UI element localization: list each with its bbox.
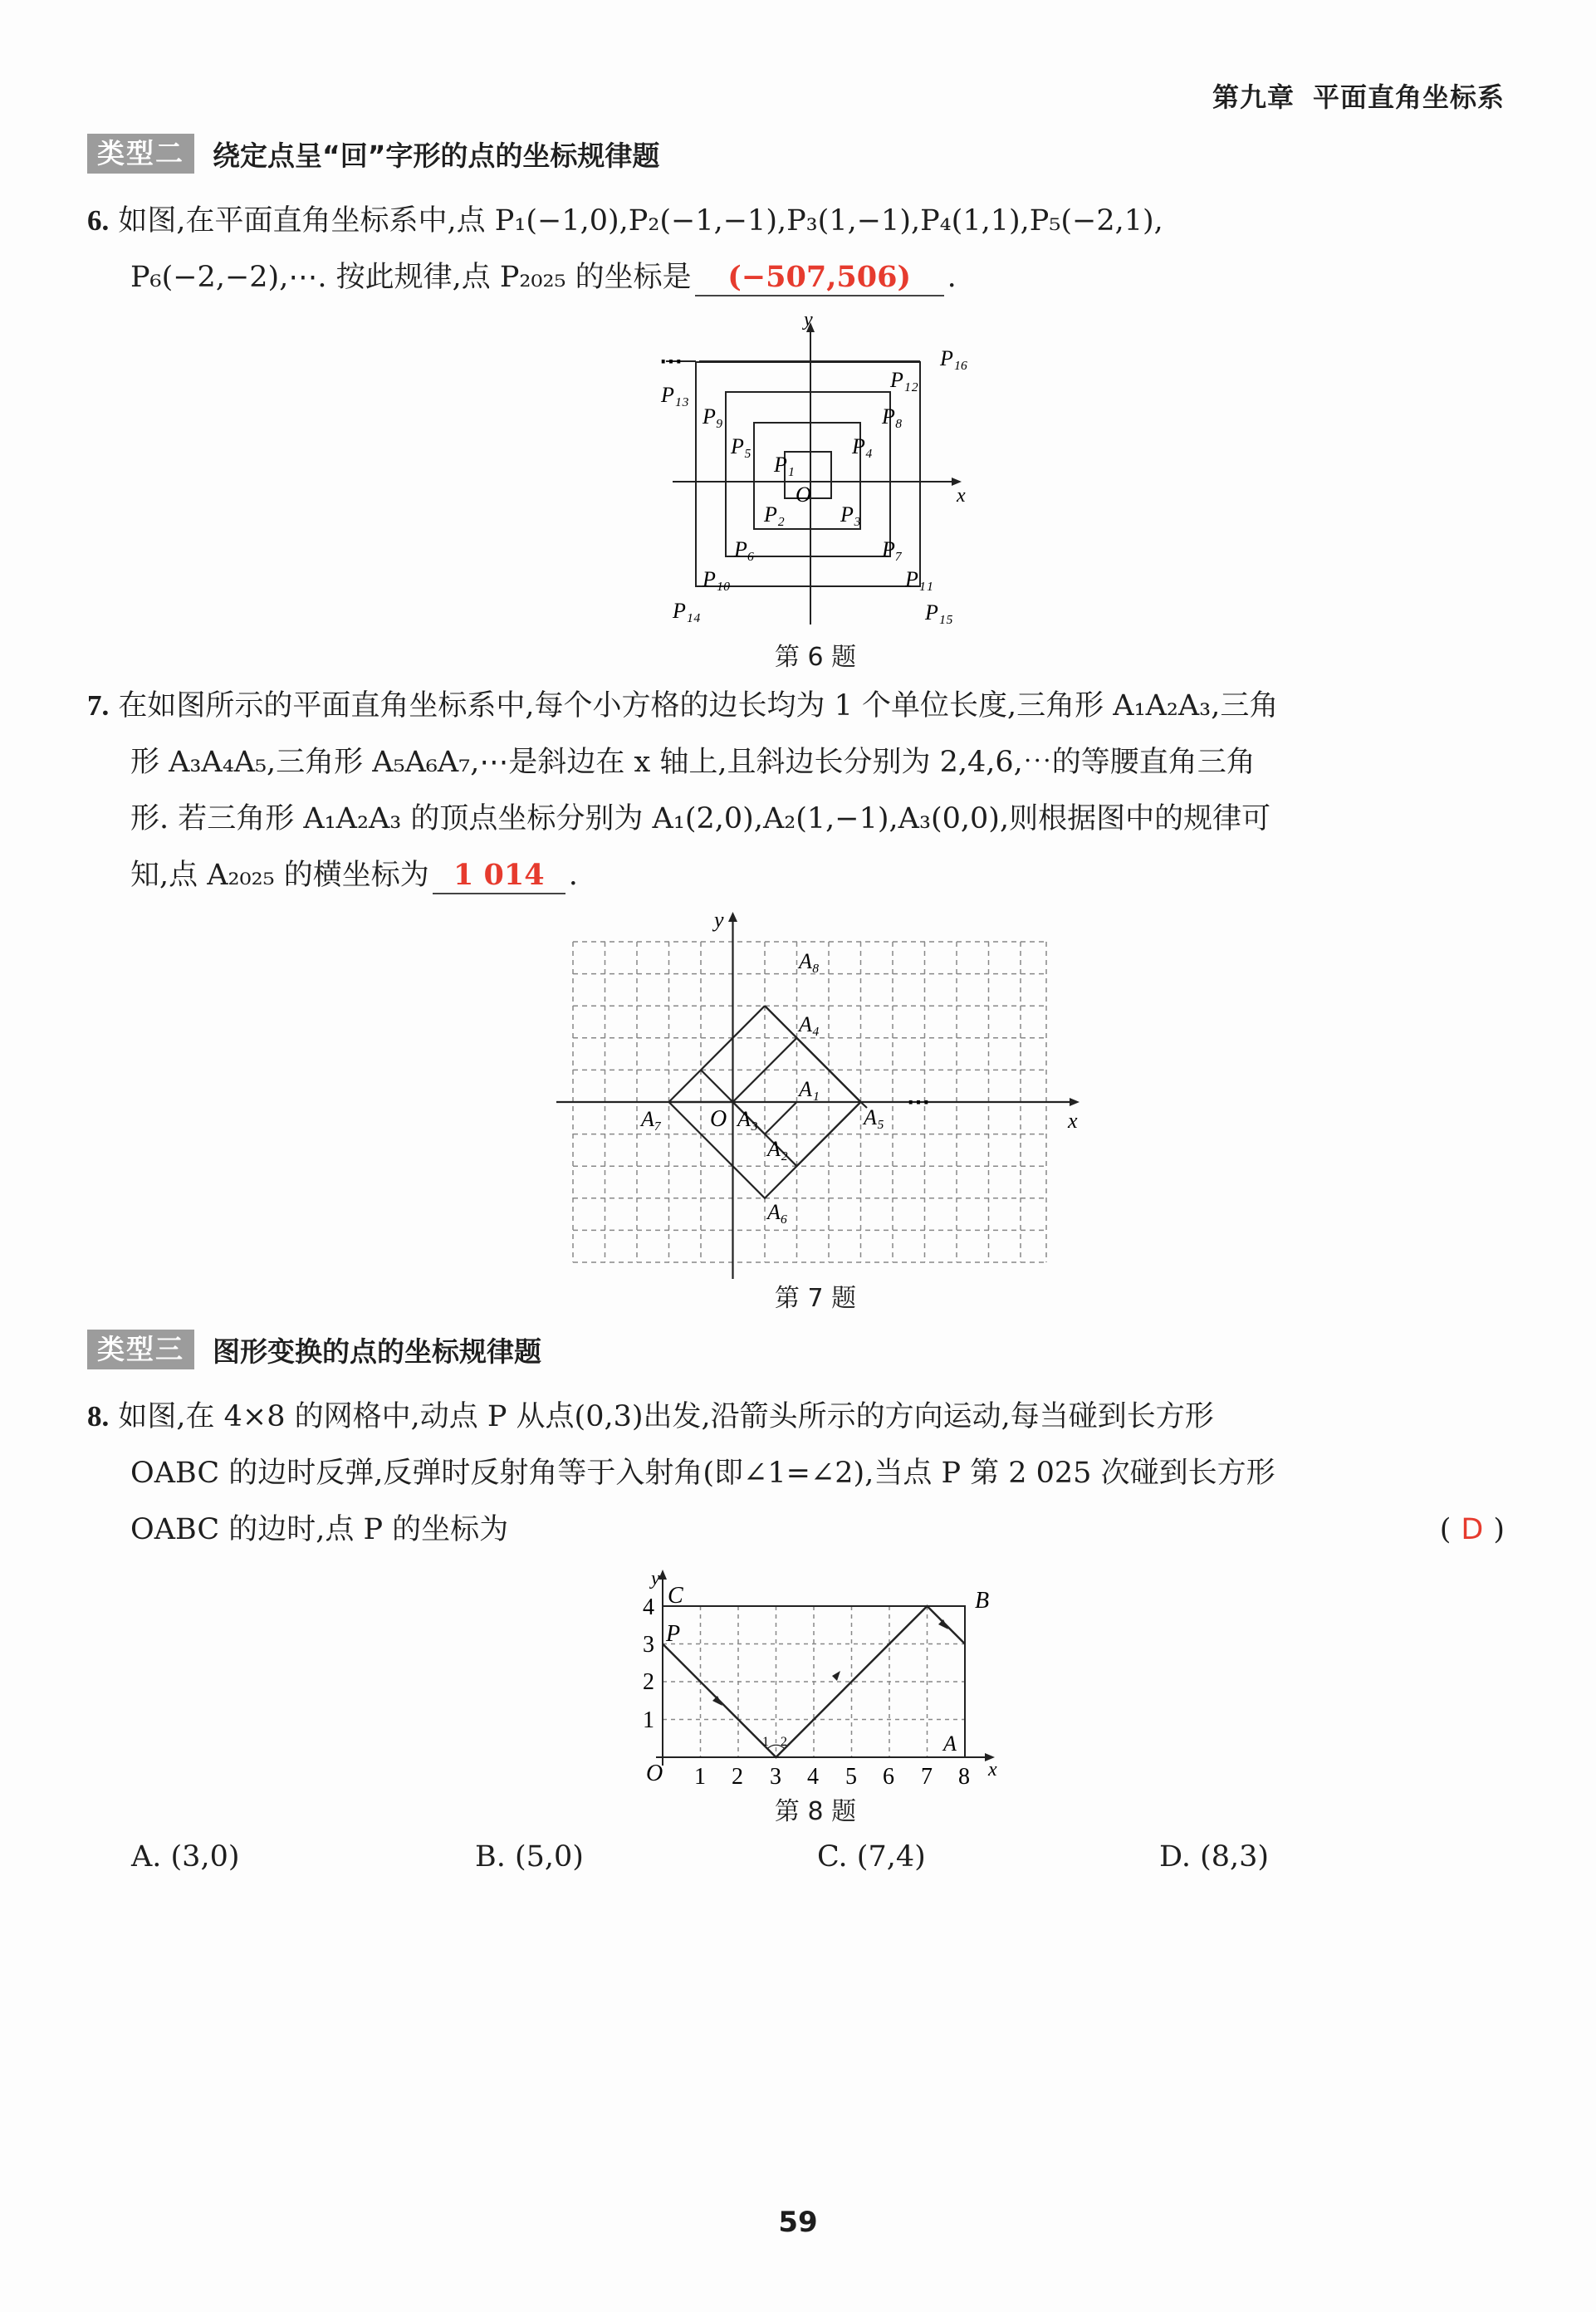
y-label: y (714, 908, 724, 932)
label-p11: P₁₁ (905, 567, 933, 591)
choice-bracket (1440, 1501, 1505, 1558)
ellipsis: ⋯ (659, 349, 683, 375)
option-d[interactable]: D. (8,3) (1159, 1840, 1270, 1874)
label-p13: P₁₃ (661, 383, 689, 407)
label-p1: P₁ (774, 453, 795, 477)
label-p8: P₈ (882, 404, 903, 429)
option-c[interactable]: C. (7,4) (817, 1840, 926, 1874)
section-title: 绕定点呈“回”字形的点的坐标规律题 (213, 139, 660, 172)
label-p6: P₆ (734, 537, 755, 561)
x-tick: 2 (732, 1764, 743, 1790)
y-label: y (651, 1568, 660, 1590)
label-p15: P₁₅ (925, 600, 953, 625)
path-arrow (712, 1696, 722, 1706)
label-p10: P₁₀ (703, 567, 731, 591)
label-a6: A₆ (767, 1200, 788, 1224)
label-b: B (975, 1588, 990, 1614)
y-tick: 4 (643, 1594, 654, 1620)
bracket-close: ) (1493, 1513, 1505, 1546)
label-p: P (666, 1621, 681, 1647)
question-text: 知,点 A₂₀₂₅ 的横坐标为 (130, 859, 429, 892)
question-7 (87, 678, 1506, 904)
page-number: 59 (778, 2206, 818, 2239)
section-title: 图形变换的点的坐标规律题 (213, 1335, 541, 1368)
label-a1: A₁ (799, 1077, 820, 1101)
figure-caption-8: 第 8 题 (774, 1797, 857, 1826)
figure-6 (648, 309, 980, 641)
origin-label: O (796, 482, 811, 507)
bracket-open: ( (1439, 1513, 1452, 1546)
question-text: OABC 的边时反弹,反弹时反射角等于入射角(即∠1=∠2),当点 P 第 2 025 次碰到长方形 (130, 1457, 1275, 1490)
chapter-title: 平面直角坐标系 (1312, 81, 1505, 113)
label-a2: A₂ (767, 1137, 788, 1161)
square-3 (726, 392, 890, 556)
y-tick: 1 (643, 1707, 654, 1733)
angle-label-2: 2 (781, 1735, 787, 1749)
option-a[interactable]: A. (3,0) (131, 1840, 240, 1874)
label-a5: A₅ (864, 1105, 884, 1129)
x-label: x (988, 1759, 997, 1781)
path-arrow (938, 1619, 948, 1629)
section-heading-2 (87, 135, 659, 173)
question-number: 6. (87, 204, 110, 237)
x-tick: 5 (845, 1764, 857, 1790)
x-tick: 6 (883, 1764, 894, 1790)
answer-blank: 1 014 (433, 858, 565, 894)
origin-label: O (710, 1106, 727, 1132)
question-text: . (568, 859, 578, 892)
figure-7 (548, 904, 1096, 1279)
question-text: 如图,在平面直角坐标系中,点 P₁(−1,0),P₂(−1,−1),P₃(1,−1),P₄(1,1),P₅(−2,1), (118, 204, 1163, 238)
label-a: A (943, 1732, 957, 1756)
label-p3: P₃ (840, 502, 861, 527)
chapter-header (1212, 76, 1505, 115)
figure-caption-7: 第 7 题 (774, 1284, 857, 1313)
x-label: x (1068, 1109, 1078, 1133)
question-text: OABC 的边时,点 P 的坐标为 (130, 1513, 509, 1546)
label-p4: P₄ (852, 434, 873, 458)
label-c: C (668, 1583, 683, 1609)
choice-answer: D (1461, 1513, 1484, 1546)
ellipsis: ⋯ (907, 1090, 930, 1115)
x-tick: 7 (921, 1764, 933, 1790)
label-p14: P₁₄ (673, 599, 701, 623)
path-arrow (832, 1671, 840, 1681)
section-tag: 类型二 (87, 134, 194, 174)
question-number: 8. (87, 1400, 110, 1433)
question-text: 如图,在 4×8 的网格中,动点 P 从点(0,3)出发,沿箭头所示的方向运动,每当碰到长方形 (118, 1400, 1214, 1433)
question-text: 在如图所示的平面直角坐标系中,每个小方格的边长均为 1 个单位长度,三角形 A₁A₂A₃,三角 (118, 689, 1279, 722)
figure-8 (623, 1558, 1013, 1799)
angle-label-1: 1 (762, 1735, 769, 1749)
question-text: 形. 若三角形 A₁A₂A₃ 的顶点坐标分别为 A₁(2,0),A₂(1,−1),A₃(0,0),则根据图中的规律可 (130, 802, 1271, 835)
x-tick: 1 (694, 1764, 706, 1790)
y-label: y (804, 309, 813, 331)
path-3 (669, 1006, 766, 1102)
label-p12: P₁₂ (890, 368, 918, 392)
chapter-number: 第九章 (1212, 81, 1295, 113)
question-text: 形 A₃A₄A₅,三角形 A₅A₆A₇,⋯是斜边在 x 轴上,且斜边长分别为 2,4,6,⋯的等腰直角三角 (130, 746, 1256, 779)
label-p16: P₁₆ (940, 346, 968, 370)
label-a8: A₈ (799, 949, 820, 973)
section-heading-3 (87, 1330, 541, 1369)
question-6 (87, 193, 1506, 306)
y-tick: 3 (643, 1632, 654, 1658)
label-p5: P₅ (731, 434, 751, 458)
label-a7: A₇ (641, 1107, 662, 1131)
x-tick: 3 (770, 1764, 781, 1790)
figure-caption-6: 第 6 题 (774, 643, 857, 672)
question-number: 7. (87, 689, 110, 722)
label-p2: P₂ (764, 502, 785, 527)
x-label: x (957, 485, 966, 507)
question-8 (87, 1389, 1506, 1558)
x-tick: 4 (807, 1764, 819, 1790)
option-b[interactable]: B. (5,0) (475, 1840, 584, 1874)
label-a4: A₄ (799, 1012, 820, 1036)
y-tick: 2 (643, 1669, 654, 1695)
x-tick: 8 (958, 1764, 970, 1790)
origin-label: O (646, 1761, 663, 1786)
label-p7: P₇ (882, 537, 903, 561)
label-a3: A₃ (737, 1107, 758, 1131)
section-tag: 类型三 (87, 1330, 194, 1369)
answer-blank: (−507,506) (695, 260, 944, 296)
label-p9: P₉ (703, 404, 723, 429)
question-text: P₆(−2,−2),⋯. 按此规律,点 P₂₀₂₅ 的坐标是 (130, 261, 692, 294)
question-text: . (947, 261, 957, 294)
